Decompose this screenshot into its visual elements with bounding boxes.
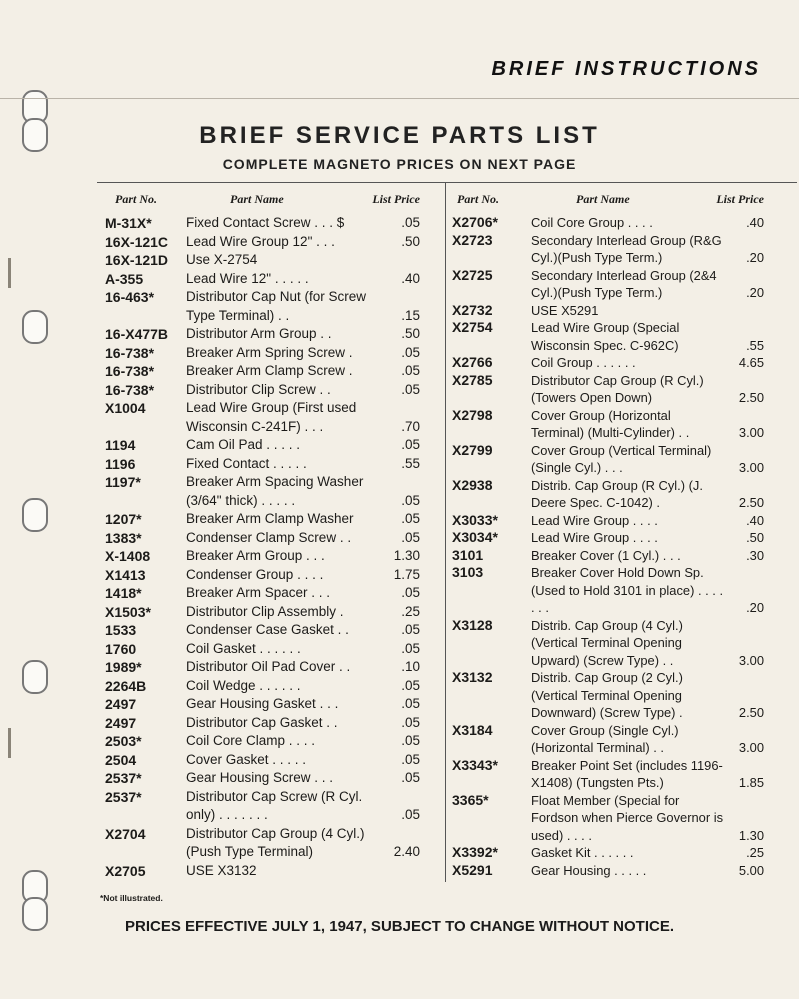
list-price: .05 bbox=[401, 511, 420, 526]
part-name: Breaker Cover Hold Down Sp. (Used to Hold 3101 in place) . . . . . . . bbox=[531, 565, 724, 615]
list-price: 5.00 bbox=[738, 862, 764, 878]
part-row bbox=[452, 844, 764, 862]
list-price: 1.30 bbox=[393, 548, 420, 563]
part-name: Cover Gasket . . . . . bbox=[186, 751, 307, 767]
list-price: 1.85 bbox=[738, 775, 764, 790]
part-name: Coil Gasket . . . . . . bbox=[186, 640, 301, 656]
part-number: M-31X* bbox=[105, 215, 152, 231]
column-header-part-no: Part No. bbox=[115, 192, 157, 206]
list-price: .05 bbox=[401, 585, 420, 600]
part-row bbox=[105, 233, 420, 252]
list-price: .25 bbox=[746, 845, 764, 860]
part-number: 1418* bbox=[105, 585, 142, 601]
list-price: .15 bbox=[401, 307, 420, 323]
column-divider bbox=[445, 182, 446, 882]
part-number: 2537* bbox=[105, 788, 142, 805]
list-price: .05 bbox=[401, 437, 420, 452]
list-price: 2.50 bbox=[738, 390, 764, 405]
part-name: Breaker Arm Spring Screw . bbox=[186, 344, 353, 360]
part-name: Float Member (Special for Fordson when Pierce Governor is used) . . . . bbox=[531, 792, 724, 843]
list-price: .05 bbox=[401, 622, 420, 637]
list-price: .40 bbox=[401, 270, 420, 286]
part-name: Distributor Cap Group (4 Cyl.)(Push Type Terminal) bbox=[186, 825, 365, 859]
part-row bbox=[105, 399, 420, 436]
part-number: 1207* bbox=[105, 511, 142, 527]
list-price: .05 bbox=[401, 344, 420, 360]
part-row bbox=[452, 529, 764, 547]
list-price: .05 bbox=[401, 640, 420, 656]
part-number: X2723 bbox=[452, 231, 493, 248]
part-row bbox=[105, 455, 420, 474]
part-row bbox=[105, 677, 420, 696]
part-name: Distributor Clip Assembly . bbox=[186, 603, 344, 619]
part-row bbox=[105, 381, 420, 400]
parts-list-left bbox=[105, 214, 420, 880]
header-rule bbox=[0, 98, 799, 99]
list-price: 1.75 bbox=[393, 566, 420, 582]
part-number: 2497 bbox=[105, 714, 137, 731]
part-name: Cover Group (Single Cyl.) (Horizontal Terminal) . . bbox=[531, 722, 679, 755]
list-price: .25 bbox=[401, 603, 420, 619]
list-price: 4.65 bbox=[738, 355, 764, 370]
part-row bbox=[452, 407, 764, 442]
part-name: Gear Housing Screw . . . bbox=[186, 770, 334, 785]
part-row bbox=[105, 529, 420, 548]
list-price: .05 bbox=[401, 807, 420, 822]
part-number: X2754 bbox=[452, 319, 493, 335]
part-row bbox=[452, 267, 764, 302]
part-row bbox=[452, 547, 764, 565]
part-number: X1503* bbox=[105, 603, 151, 620]
list-price: 3.00 bbox=[738, 740, 764, 755]
part-row bbox=[105, 603, 420, 622]
part-number: 16-738* bbox=[105, 344, 155, 361]
part-name: Breaker Arm Clamp Screw . bbox=[186, 363, 353, 378]
part-number: 2497 bbox=[105, 696, 137, 712]
list-price: .05 bbox=[401, 751, 420, 767]
list-price: .40 bbox=[746, 215, 764, 230]
part-number: X2725 bbox=[452, 266, 493, 283]
part-name: Gasket Kit . . . . . . bbox=[531, 845, 634, 860]
part-row bbox=[105, 566, 420, 585]
part-name: Lead Wire Group . . . . bbox=[531, 512, 658, 528]
list-price: 2.50 bbox=[738, 705, 764, 720]
part-name: Condenser Group . . . . bbox=[186, 566, 324, 582]
part-row bbox=[105, 436, 420, 455]
part-number: 2537* bbox=[105, 770, 142, 786]
part-row bbox=[105, 251, 420, 270]
part-name: Breaker Arm Group . . . bbox=[186, 548, 325, 563]
binder-hole bbox=[22, 310, 48, 344]
part-name: Coil Core Clamp . . . . bbox=[186, 733, 316, 748]
list-price: .10 bbox=[401, 659, 420, 674]
part-row bbox=[452, 792, 764, 845]
part-name: Secondary Interlead Group (2&4 Cyl.)(Push Type Term.) bbox=[531, 267, 717, 300]
part-row bbox=[452, 669, 764, 722]
part-row bbox=[105, 362, 420, 381]
list-price: 3.00 bbox=[738, 425, 764, 440]
parts-list-right bbox=[452, 214, 764, 879]
part-row bbox=[105, 344, 420, 363]
part-row bbox=[105, 862, 420, 881]
part-name: Cover Group (Vertical Terminal) (Single Cyl.) . . . bbox=[531, 442, 712, 475]
part-row bbox=[452, 722, 764, 757]
part-name: USE X3132 bbox=[186, 862, 257, 878]
part-name: Breaker Cover (1 Cyl.) . . . bbox=[531, 547, 681, 563]
binder-pin bbox=[8, 728, 11, 758]
part-row bbox=[452, 372, 764, 407]
part-number: 1194 bbox=[105, 437, 136, 453]
page-title: BRIEF SERVICE PARTS LIST bbox=[199, 122, 600, 149]
part-name: Cover Group (Horizontal Terminal) (Multi-Cylinder) . . bbox=[531, 407, 690, 440]
part-number: 1197* bbox=[105, 474, 141, 490]
part-row bbox=[452, 319, 764, 354]
part-name: Breaker Point Set (includes 1196-X1408) (Tungsten Pts.) bbox=[531, 757, 723, 790]
part-name: Lead Wire 12" . . . . . bbox=[186, 270, 309, 286]
list-price: .30 bbox=[746, 547, 764, 563]
column-header-part-name: Part Name bbox=[576, 192, 630, 206]
part-row bbox=[105, 640, 420, 659]
part-row bbox=[452, 477, 764, 512]
part-number: 1989* bbox=[105, 659, 142, 675]
list-price: .70 bbox=[401, 418, 420, 434]
part-number: X5291 bbox=[452, 861, 493, 878]
list-price: .05 bbox=[401, 215, 420, 230]
part-name: Gear Housing . . . . . bbox=[531, 862, 647, 878]
part-name: Breaker Arm Spacer . . . bbox=[186, 585, 331, 600]
list-price: .20 bbox=[746, 600, 764, 615]
list-price: .05 bbox=[401, 770, 420, 785]
page-header: BRIEF INSTRUCTIONS bbox=[491, 58, 761, 80]
list-price: .55 bbox=[401, 455, 420, 471]
list-price: 2.40 bbox=[393, 844, 420, 859]
part-row bbox=[105, 732, 420, 751]
part-number: 16-738* bbox=[105, 381, 155, 398]
list-price: .50 bbox=[746, 530, 764, 545]
part-row bbox=[105, 473, 420, 510]
part-row bbox=[105, 825, 420, 862]
part-number: 16-X477B bbox=[105, 326, 169, 342]
part-number: 2504 bbox=[105, 751, 137, 768]
list-price: 1.30 bbox=[738, 827, 764, 843]
part-row bbox=[452, 232, 764, 267]
part-number: 16-463* bbox=[105, 289, 155, 305]
document-page: BRIEF INSTRUCTIONS BRIEF SERVICE PARTS LIST COMPLETE MAGNETO PRICES ON NEXT PAGE Part No. Part Name List Price M-31X* Fixed Contact Screw . . . $ .05 16X-121C Lead Wire Group 12" . . . .50 16X-121D Use X-2754 A-355 Lead Wire 12" . . . . . .40 16-463* Distributor Cap Nut (for Screw Type Terminal) . . .15 16-X477B Distributor Arm Group . . .50 16-738* Breaker Arm Spring Screw . .05 16-738* Breaker Arm Clamp Screw . .05 16-738* Distributor Clip Screw . . .05 X1004 Lead Wire Group (First used Wisconsin C-241F) . . . .70 1194 Cam Oil Pad . . . . . .05 1196 Fixed Contact . . . . . .55 1197* Breaker Arm Spacing Washer (3/64" thick) . . . . . .05 1207* Breaker Arm Clamp Washer .05 1383* Condenser Clamp Screw . . .05 X-1408 Breaker Arm Group . . . 1.30 X1413 Condenser Group . . . . 1.75 1418* Breaker Arm Spacer . . . .05 X1503* Distributor Clip Assembly . .25 1533 Condenser Case Gasket . . .05 1760 Coil Gasket . . . . . . .05 1989* Distributor Oil Pad Cover . . .10 2264B Coil Wedge . . . . . . .05 2497 Gear Housing Gasket . . . .05 2497 Distributor Cap Gasket . . .05 2503* Coil Core Clamp . . . . .05 2504 Cover Gasket . . . . . .05 2537* Gear Housing Screw . . . .05 2537* Distributor Cap Screw (R Cyl. only) . . . . . . . .05 X2704 Distributor Cap Group (4 Cyl.)(Push Type Terminal) 2.40 X2705 USE X3132 Part No. Part Name List Price X2706* Coil Core Group . . . . .40 X2723 Secondary Interlead Group (R&G Cyl.)(Push Type Term.) .20 X2725 Secondary Interlead Group (2&4 Cyl.)(Push Type Term.) .20 X2732 USE X5291 X2754 Lead Wire Group (Special Wisconsin Spec. C-962C) .55 X2766 Coil Group . . . . . . 4.65 X2785 Distributor Cap Group (R Cyl.)(Towers Open Down) 2.50 X2798 Cover Group (Horizontal Terminal) (Multi-Cylinder) . . 3.00 X2799 Cover Group (Vertical Terminal) (Single Cyl.) . . . 3.00 X2938 Distrib. Cap Group (R Cyl.) (J. Deere Spec. C-1042) . 2.50 X3033* Lead Wire Group . . . . .40 X3034* Lead Wire Group . . . . .50 3101 Breaker Cover (1 Cyl.) . . . .30 3103 Breaker Cover Hold Down Sp. (Used to Hold 3101 in place) . . . . . . . .20 X3128 Distrib. Cap Group (4 Cyl.) (Vertical Terminal Opening Upward) (Screw Type) . . 3.00 X3132 Distrib. Cap Group (2 Cyl.) (Vertical Terminal Opening Downward) (Screw Type) . 2.50 X3184 Cover Group (Single Cyl.) (Horizontal Terminal) . . 3.00 X3343* Breaker Point Set (includes 1196-X1408) (Tungsten Pts.) 1.85 3365* Float Member (Special for Fordson when Pierce Governor is used) . . . . 1.30 X3392* Gasket Kit . . . . . . .25 X5291 Gear Housing . . . . . 5.00 *Not illustrated. PRICES EFFECTIVE JULY 1, 1947, SUBJECT TO CHANGE WITHOUT NOTICE. bbox=[0, 0, 799, 999]
part-name: Distrib. Cap Group (4 Cyl.) (Vertical Terminal Opening Upward) (Screw Type) . . bbox=[531, 617, 683, 668]
part-row bbox=[452, 757, 764, 792]
list-price: .05 bbox=[401, 714, 420, 730]
part-number: X1413 bbox=[105, 566, 146, 583]
part-number: X1004 bbox=[105, 400, 146, 416]
list-price: .50 bbox=[401, 233, 420, 249]
part-name: Secondary Interlead Group (R&G Cyl.)(Push Type Term.) bbox=[531, 232, 722, 265]
list-price: .20 bbox=[746, 285, 764, 300]
part-name: Distributor Arm Group . . bbox=[186, 326, 332, 341]
part-name: Distributor Cap Nut (for Screw Type Terminal) . . bbox=[186, 289, 367, 323]
binder-hole bbox=[22, 498, 48, 532]
part-name: Condenser Clamp Screw . . bbox=[186, 529, 352, 545]
part-row bbox=[105, 325, 420, 344]
part-number: 16X-121D bbox=[105, 252, 169, 268]
part-row bbox=[105, 788, 420, 825]
part-name: Coil Group . . . . . . bbox=[531, 355, 636, 370]
part-number: X3132 bbox=[452, 669, 493, 685]
part-number: X2705 bbox=[105, 862, 146, 879]
list-price: .20 bbox=[746, 250, 764, 265]
part-row bbox=[452, 862, 764, 880]
list-price: .55 bbox=[746, 337, 764, 353]
list-price: 3.00 bbox=[738, 652, 764, 668]
column-header-part-no: Part No. bbox=[457, 192, 499, 206]
part-number: X2785 bbox=[452, 371, 493, 388]
part-number: 1196 bbox=[105, 455, 136, 472]
part-number: X3184 bbox=[452, 721, 493, 738]
part-number: X3034* bbox=[452, 529, 498, 545]
part-name: Distrib. Cap Group (2 Cyl.) (Vertical Terminal Opening Downward) (Screw Type) . bbox=[531, 670, 683, 720]
price-notice: PRICES EFFECTIVE JULY 1, 1947, SUBJECT TO CHANGE WITHOUT NOTICE. bbox=[125, 918, 674, 935]
list-price: .05 bbox=[401, 529, 420, 545]
part-name: Breaker Arm Spacing Washer (3/64" thick) . . . . . bbox=[186, 474, 364, 508]
part-name: Distributor Cap Screw (R Cyl. only) . . . . . . . bbox=[186, 788, 363, 822]
part-number: A-355 bbox=[105, 270, 144, 287]
list-price: .05 bbox=[401, 363, 420, 378]
part-name: USE X5291 bbox=[531, 302, 599, 318]
part-row bbox=[105, 288, 420, 325]
part-row bbox=[105, 621, 420, 640]
part-name: Coil Core Group . . . . bbox=[531, 215, 653, 230]
part-row bbox=[105, 658, 420, 677]
page-subtitle: COMPLETE MAGNETO PRICES ON NEXT PAGE bbox=[222, 156, 577, 172]
part-row bbox=[105, 714, 420, 733]
list-price: .05 bbox=[401, 492, 420, 508]
list-price: .50 bbox=[401, 326, 420, 341]
part-name: Lead Wire Group (First used Wisconsin C-241F) . . . bbox=[186, 400, 357, 434]
part-number: X2706* bbox=[452, 214, 498, 230]
part-number: 3101 bbox=[452, 546, 484, 563]
part-number: X3033* bbox=[452, 511, 498, 528]
part-name: Distributor Cap Group (R Cyl.)(Towers Open Down) bbox=[531, 372, 704, 405]
part-name: Use X-2754 bbox=[186, 252, 258, 267]
part-name: Distributor Oil Pad Cover . . bbox=[186, 659, 351, 674]
part-number: X2799 bbox=[452, 441, 493, 458]
part-row bbox=[105, 510, 420, 529]
part-row bbox=[452, 354, 764, 372]
part-row bbox=[105, 547, 420, 566]
part-number: 1383* bbox=[105, 529, 142, 546]
column-header-part-name: Part Name bbox=[230, 192, 284, 206]
part-row bbox=[105, 584, 420, 603]
part-row bbox=[452, 302, 764, 320]
part-number: 3103 bbox=[452, 564, 484, 580]
part-name: Cam Oil Pad . . . . . bbox=[186, 437, 301, 452]
list-price: .40 bbox=[746, 512, 764, 528]
part-name: Lead Wire Group (Special Wisconsin Spec. C-962C) bbox=[531, 320, 680, 353]
part-name: Gear Housing Gasket . . . bbox=[186, 696, 339, 711]
part-number: 16X-121C bbox=[105, 233, 169, 250]
list-price: 3.00 bbox=[738, 460, 764, 475]
part-number: 3365* bbox=[452, 791, 489, 808]
part-number: X3392* bbox=[452, 844, 498, 860]
part-name: Distrib. Cap Group (R Cyl.) (J. Deere Spec. C-1042) . bbox=[531, 477, 703, 510]
part-row bbox=[105, 270, 420, 289]
list-price: .05 bbox=[401, 696, 420, 711]
part-row bbox=[452, 214, 764, 232]
part-row bbox=[452, 512, 764, 530]
part-row bbox=[452, 442, 764, 477]
part-name: Distributor Cap Gasket . . bbox=[186, 714, 338, 730]
part-name: Fixed Contact Screw . . . $ bbox=[186, 215, 345, 230]
part-number: 1760 bbox=[105, 640, 137, 657]
part-number: X2798 bbox=[452, 406, 493, 423]
part-name: Lead Wire Group . . . . bbox=[531, 530, 658, 545]
part-number: X3343* bbox=[452, 756, 498, 773]
part-name: Condenser Case Gasket . . bbox=[186, 622, 349, 637]
binder-hole bbox=[22, 660, 48, 694]
part-number: X2766 bbox=[452, 354, 493, 370]
part-number: 16-738* bbox=[105, 363, 155, 379]
part-number: X2732 bbox=[452, 301, 493, 318]
part-name: Breaker Arm Clamp Washer bbox=[186, 511, 354, 526]
part-number: X2938 bbox=[452, 476, 493, 493]
part-name: Lead Wire Group 12" . . . bbox=[186, 233, 335, 249]
part-name: Coil Wedge . . . . . . bbox=[186, 677, 301, 693]
list-price: 2.50 bbox=[738, 495, 764, 510]
footnote: *Not illustrated. bbox=[100, 893, 163, 903]
table-top-rule bbox=[97, 182, 797, 183]
part-row bbox=[105, 751, 420, 770]
part-row bbox=[452, 617, 764, 670]
part-number: 1533 bbox=[105, 622, 137, 638]
part-number: X3128 bbox=[452, 616, 493, 633]
part-number: 2503* bbox=[105, 733, 142, 749]
part-number: 2264B bbox=[105, 677, 147, 694]
part-number: X-1408 bbox=[105, 548, 151, 564]
part-number: X2704 bbox=[105, 825, 146, 842]
part-row bbox=[452, 564, 764, 617]
binder-pin bbox=[8, 258, 11, 288]
list-price: .05 bbox=[401, 381, 420, 397]
list-price: .05 bbox=[401, 677, 420, 693]
part-row bbox=[105, 769, 420, 788]
part-row bbox=[105, 214, 420, 233]
part-name: Distributor Clip Screw . . bbox=[186, 381, 331, 397]
list-price: .05 bbox=[401, 733, 420, 748]
part-name: Fixed Contact . . . . . bbox=[186, 455, 307, 471]
part-row bbox=[105, 695, 420, 714]
